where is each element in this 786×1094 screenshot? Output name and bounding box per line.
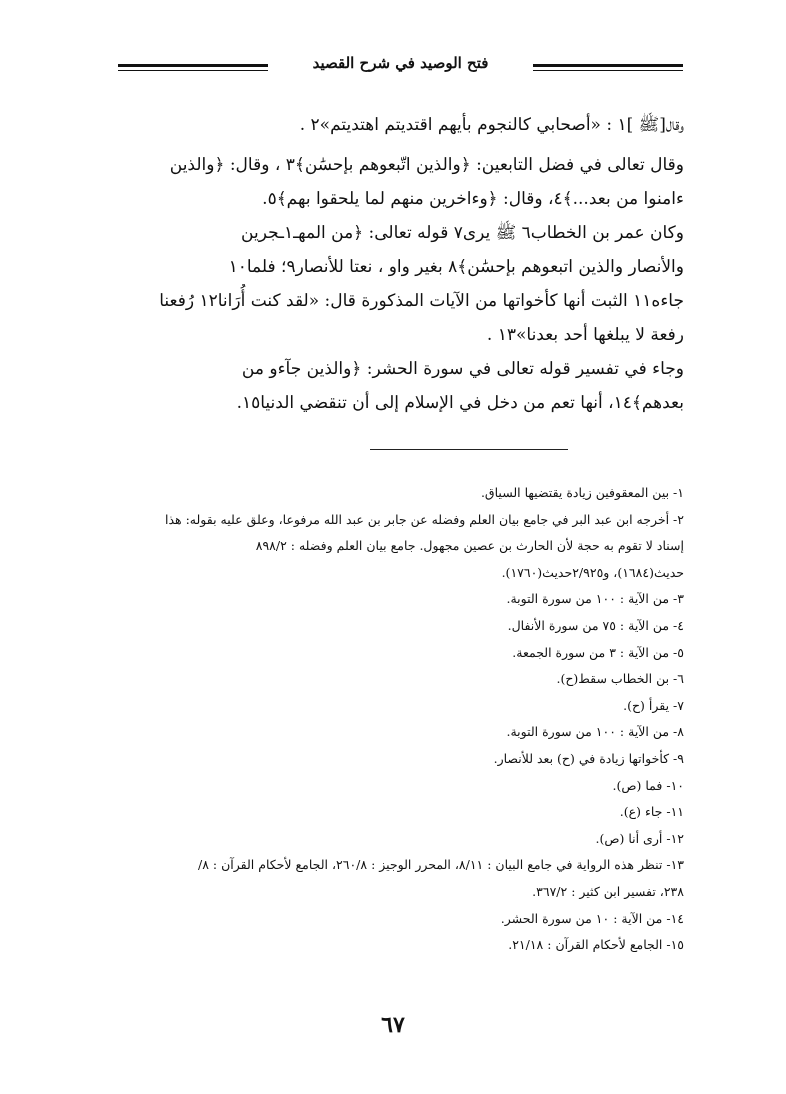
footnote-line: ٨- من الآية : ١٠٠ من سورة التوبة. (506, 724, 684, 740)
footnote-line: حديث(١٦٨٤)، و٢/٩٢٥حديث(١٧٦٠). (501, 564, 684, 580)
footnote-line: ١٥- الجامع لأحكام القرآن : ٢١/١٨. (508, 937, 684, 953)
footnote-line: ١٣- تنظر هذه الرواية في جامع البيان : ٨/١١، المحرر الوجيز : ٢٦٠/٨، الجامع لأحكام القرآن : ٨/ (198, 857, 684, 873)
header-title: فتح الوصيد في شرح القصيد (312, 54, 489, 72)
text-line: رفعة لا يبلغها أحد بعدنا»١٣ . (486, 325, 684, 345)
footnote-line: ٥- من الآية : ٣ من سورة الجمعة. (512, 644, 684, 660)
footnote-line: ٩- كأخواتها زيادة في (ح) بعد للأنصار. (493, 750, 684, 766)
footnote-line: ٧- يقرأ (ح). (623, 697, 684, 713)
text-line: وقال تعالى في فضل التابعين: ﴿والذين اتّبعوهم بإحسَٰن﴾٣ ، وقال: ﴿والذين (169, 155, 684, 175)
running-header (118, 52, 683, 82)
text-line: جاءه١١ الثبت أنها كأخواتها من الآيات المذكورة قال: «لقد كنت أُرَانا١٢ رُفعنا (159, 291, 684, 311)
header-rule-right (533, 64, 683, 71)
text-line: وجاء في تفسير قوله تعالى في سورة الحشر: ﴿والذين جآءو من (241, 359, 684, 379)
footnote-line: ٦- بن الخطاب سقط(ح). (556, 671, 684, 687)
footnote-line: ٢٣٨، تفسير ابن كثير : ٣٦٧/٢. (532, 883, 684, 899)
footnote-separator (370, 449, 568, 450)
footnotes (118, 480, 684, 959)
main-text (118, 108, 684, 420)
footnote-line: ٢- أخرجه ابن عبد البر في جامع بيان العلم وفضله عن جابر بن عبد الله مرفوعا، وعلق عليه بقوله: هذا (164, 511, 684, 527)
text-line: وقال[ﷺ ]١ : «أصحابي كالنجوم بأيهم اقتديتم اهتديتم»٢ . (299, 115, 684, 135)
footnote-line: ١١- جاء (ع). (619, 804, 684, 820)
footnote-line: ١٢- أرى أنا (ص). (595, 830, 684, 846)
text-line: بعدهم﴾١٤، أنها تعم من دخل في الإسلام إلى أن تنقضي الدنيا١٥. (236, 393, 684, 413)
footnote-line: ١٤- من الآية : ١٠ من سورة الحشر. (500, 910, 684, 926)
footnote-line: ٣- من الآية : ١٠٠ من سورة التوبة. (506, 591, 684, 607)
footnote-line: ١٠- فما (ص). (612, 777, 684, 793)
footnote-line: إسناد لا تقوم به حجة لأن الحارث بن عصين مجهول. جامع بيان العلم وفضله : ٨٩٨/٢ (255, 538, 684, 554)
text-line: وكان عمر بن الخطاب٦ ﷺ يرى٧ قوله تعالى: ﴿من المهـ١ـجرين (241, 223, 684, 243)
header-rule-left (118, 64, 268, 71)
footnote-line: ١- بين المعقوفين زيادة يقتضيها السياق. (480, 485, 684, 500)
text-line: ءامنوا من بعد...﴾٤، وقال: ﴿وءاخرين منهم لما يلحقوا بهم﴾٥. (262, 189, 684, 209)
text-line: والأنصار والذين اتبعوهم بإحسَٰن﴾٨ بغير واو ، نعتا للأنصار٩؛ فلما١٠ (228, 257, 684, 277)
footnote-line: ٤- من الآية : ٧٥ من سورة الأنفال. (507, 617, 684, 633)
page-number: ٦٧ (381, 1012, 405, 1038)
